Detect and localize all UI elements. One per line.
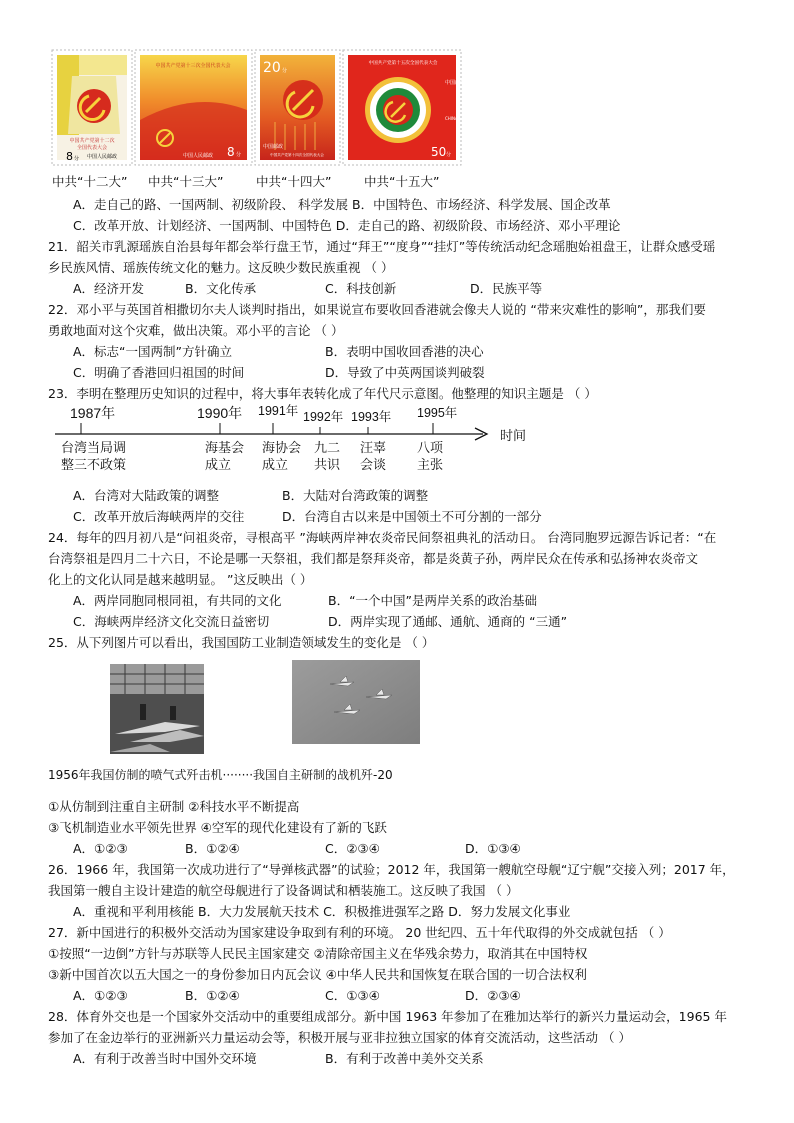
q25-photo-caption: 1956年我国仿制的喷气式歼击机········我国自主研制的战机歼-20 — [48, 768, 393, 782]
q27-items-line1: ①按照“一边倒”方针与苏联等人民民主国家建交 ②清除帝国主义在华残余势力，取消其在中国特权 — [48, 946, 588, 961]
event-1995-line1: 八项 — [417, 440, 444, 455]
event-1995-line2: 主张 — [417, 457, 444, 472]
q26-stem-line2: 我国第一艘自主设计建造的航空母舰进行了设备调试和栖装施工。这反映了我国 （ ） — [48, 883, 519, 898]
q25-option-a: A．①②③ — [73, 841, 128, 856]
q24-option-b: B．“一个中国”是两岸关系的政治基础 — [328, 593, 538, 608]
q27-stem: 27．新中国进行的积极外交活动为国家建设争取到有利的环境。 20 世纪四、五十年代取得的外交成就包括 （ ） — [48, 925, 671, 940]
q20-options-ab: A．走自己的路、一国两制、初级阶段、 科学发展 B．中国特色、市场经济、科学发展、国企改革 — [73, 197, 611, 212]
stamp4-value: 50 — [431, 145, 447, 159]
q24-stem-line3: 化上的文化认同是越来越明显。 ”这反映出（ ） — [48, 572, 313, 587]
stamp4-unit: 分 — [446, 152, 452, 158]
stamp1-unit: 分 — [74, 156, 80, 162]
stamp-14th-congress — [255, 50, 340, 165]
q23-option-b: B．大陆对台湾政策的调整 — [282, 488, 429, 503]
stamp1-issuer: 中国人民邮政 — [86, 154, 118, 160]
stamp-13th-congress — [135, 50, 252, 165]
stamp4-issuer: 中国邮政 — [445, 80, 466, 86]
stamp4-title: 中国共产党第十五次全国代表大会 — [368, 61, 438, 66]
stamp2-issuer: 中国人民邮政 — [183, 153, 214, 159]
event-1992-line1: 九二 — [314, 440, 341, 455]
q24-option-c: C．海峡两岸经济文化交流日益密切 — [73, 614, 270, 629]
q23-option-d: D．台湾自古以来是中国领土不可分割的一部分 — [282, 509, 542, 524]
q22-option-d: D．导致了中英两国谈判破裂 — [325, 365, 485, 380]
stamp3-bottom: 中国共产党第十四次全国代表大会 — [270, 153, 324, 157]
stamp-12th-congress — [52, 50, 132, 165]
stamp1-value: 8 — [66, 150, 73, 163]
q28-option-a: A．有利于改善当时中国外交环境 — [73, 1051, 257, 1066]
q25-items-line2: ③飞机制造业水平领先世界 ④空军的现代化建设有了新的飞跃 — [48, 820, 387, 835]
q23-option-a: A．台湾对大陆政策的调整 — [73, 488, 220, 503]
stamp2-unit: 分 — [236, 152, 242, 158]
event-1987-line2: 整三不政策 — [61, 457, 127, 472]
event-1993-line2: 会谈 — [360, 457, 387, 472]
q24-stem-line2: 台湾祭祖是四月二十六日，不论是哪一天祭祖，我们都是祭拜炎帝，都是炎黄子孙，两岸民众在传承和弘扬神农炎帝文 — [48, 551, 699, 566]
event-1992-line2: 共识 — [314, 457, 341, 472]
q27-option-c: C．①③④ — [325, 988, 380, 1003]
year-1993: 1993年 — [351, 410, 392, 424]
q21-option-a: A．经济开发 — [73, 281, 145, 296]
event-1993-line1: 汪辜 — [360, 440, 387, 455]
q25-items-line1: ①从仿制到注重自主研制 ②科技水平不断提高 — [48, 799, 300, 814]
stamp1-text2: 全国代表大会 — [76, 145, 108, 151]
q24-option-d: D．两岸实现了通邮、通航、通商的 “三通” — [328, 614, 568, 629]
stamp2-title: 中国共产党第十三次全国代表大会 — [155, 63, 231, 69]
stamp3-value: 20 — [263, 60, 281, 76]
q28-stem-line2: 参加了在金边举行的亚洲新兴力量运动会等，积极开展与亚非拉独立国家的体育交流活动，这些活动 （ ） — [48, 1030, 631, 1045]
q20-options-cd: C．改革开放、计划经济、一国两制、中国特色 D．走自己的路、初级阶段、市场经济、邓小平理论 — [73, 218, 621, 233]
q21-stem-line2: 乡民族风情、瑶族传统文化的魅力。这反映少数民族重视 （ ） — [48, 260, 394, 275]
q21-option-b: B．文化传承 — [185, 281, 257, 296]
year-1992: 1992年 — [303, 410, 344, 424]
q25-option-b: B．①②④ — [185, 841, 240, 856]
stamp3-unit: 分 — [282, 68, 288, 74]
q21-stem-line1: 21．韶关市乳源瑶族自治县每年都会举行盘王节，通过“拜王”“度身”“挂灯”等传统活动纪念瑶胞始祖盘王，让群众感受瑶 — [48, 239, 716, 254]
q25-option-d: D．①③④ — [465, 841, 521, 856]
q24-option-a: A．两岸同胞同根同祖，有共同的文化 — [73, 593, 282, 608]
event-1991-line1: 海协会 — [262, 440, 302, 455]
q22-stem-line2: 勇敢地面对这个灾难，做出决策。邓小平的言论 （ ） — [48, 323, 344, 338]
q27-option-b: B．①②④ — [185, 988, 240, 1003]
stamp-caption-12: 中共“十二大” — [52, 174, 128, 189]
stamp4-latin: CHINA — [445, 116, 458, 121]
stamp1-text1: 中国共产党第十二次 — [69, 138, 115, 144]
q22-option-b: B．表明中国收回香港的决心 — [325, 344, 484, 359]
year-1987: 1987年 — [70, 405, 116, 421]
q26-options: A．重视和平利用核能 B．大力发展航天技术 C．积极推进强军之路 D．努力发展文化事业 — [73, 904, 571, 919]
photo-1956-jet-fighter-factory — [110, 664, 204, 754]
q21-option-c: C．科技创新 — [325, 281, 397, 296]
stamp2-value: 8 — [227, 145, 235, 159]
q27-option-a: A．①②③ — [73, 988, 128, 1003]
q23-timeline — [55, 403, 535, 478]
q22-option-a: A．标志“一国两制”方针确立 — [73, 344, 233, 359]
q22-option-c: C．明确了香港回归祖国的时间 — [73, 365, 245, 380]
q21-option-d: D．民族平等 — [470, 281, 543, 296]
year-1991: 1991年 — [258, 404, 299, 418]
q23-stem: 23．李明在整理历史知识的过程中，将大事年表转化成了年代尺示意图。他整理的知识主题是 （ ） — [48, 386, 597, 401]
stamp-caption-14: 中共“十四大” — [256, 174, 332, 189]
q27-items-line2: ③新中国首次以五大国之一的身份参加日内瓦会议 ④中华人民共和国恢复在联合国的一切合法权利 — [48, 967, 587, 982]
q28-option-b: B．有利于改善中美外交关系 — [325, 1051, 484, 1066]
stamp-caption-13: 中共“十三大” — [148, 174, 224, 189]
q23-option-c: C．改革开放后海峡两岸的交往 — [73, 509, 245, 524]
stamp-caption-15: 中共“十五大” — [364, 174, 440, 189]
event-1987-line1: 台湾当局调 — [61, 440, 127, 455]
stamp3-issuer: 中国邮政 — [263, 144, 284, 150]
q26-stem-line1: 26．1966 年，我国第一次成功进行了“导弹核武器”的试验；2012 年，我国第一艘航空母舰“辽宁舰”交接入列；2017 年， — [48, 862, 735, 877]
q25-option-c: C．②③④ — [325, 841, 380, 856]
q28-stem-line1: 28．体育外交也是一个国家外交活动中的重要组成部分。新中国 1963 年参加了在雅加达举行的新兴力量运动会，1965 年 — [48, 1009, 727, 1024]
q24-stem-line1: 24．每年的四月初八是“问祖炎帝，寻根高平 ”海峡两岸神农炎帝民间祭祖典礼的活动日。 台湾同胞罗远源告诉记者：“在 — [48, 530, 717, 545]
q27-option-d: D．②③④ — [465, 988, 521, 1003]
year-1990: 1990年 — [197, 405, 243, 421]
q25-stem: 25．从下列图片可以看出，我国国防工业制造领域发生的变化是 （ ） — [48, 635, 435, 650]
q22-stem-line1: 22．邓小平与英国首相撒切尔夫人谈判时指出，如果说宣布要收回香港就会像夫人说的 “带来灾难性的影响”，那我们要 — [48, 302, 706, 317]
stamp-15th-congress — [343, 50, 466, 165]
event-1991-line2: 成立 — [262, 457, 289, 472]
timeline-axis-label: 时间 — [500, 428, 527, 443]
event-1990-line1: 海基会 — [205, 440, 245, 455]
year-1995: 1995年 — [417, 406, 458, 420]
event-1990-line2: 成立 — [205, 457, 232, 472]
photo-j20-fighters — [292, 660, 420, 744]
